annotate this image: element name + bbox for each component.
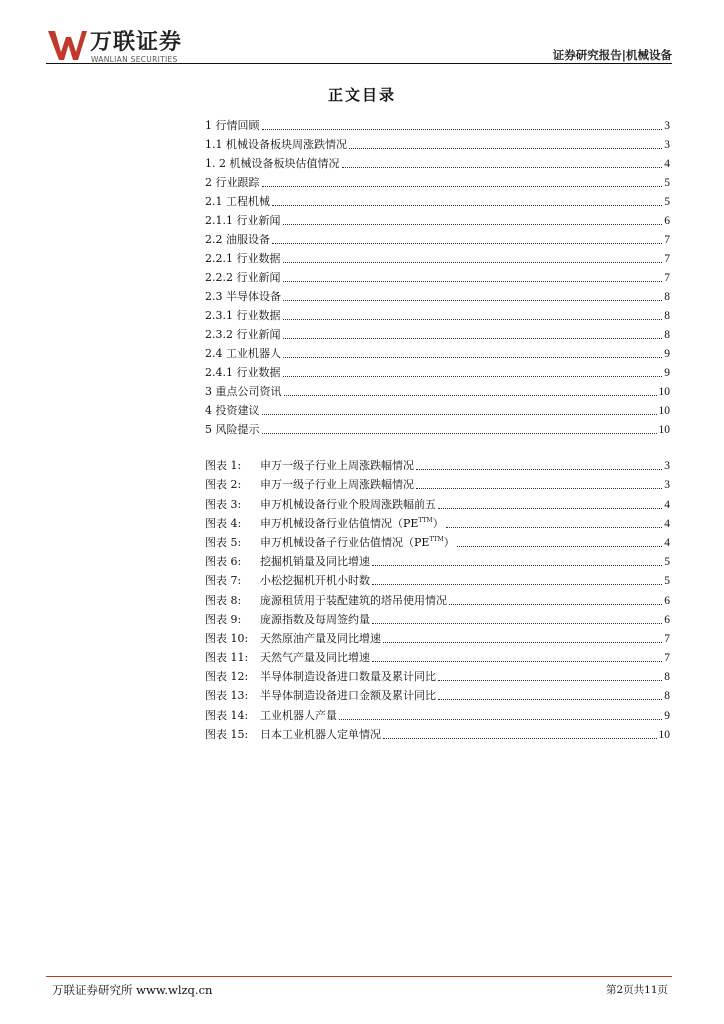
- toc-entry-label: 2.3 半导体设备: [205, 290, 281, 303]
- dot-leader: [372, 661, 662, 662]
- toc-entry[interactable]: [205, 209, 670, 228]
- toc-entry[interactable]: [205, 361, 670, 380]
- toc-entry-page: 6: [664, 215, 670, 227]
- page-title: 正文目录: [327, 86, 396, 104]
- figure-entry-page: 4: [664, 498, 670, 511]
- figure-entry[interactable]: [205, 454, 670, 473]
- toc-entry[interactable]: [205, 285, 670, 304]
- figure-number: 图表 4:: [205, 516, 242, 530]
- dot-leader: [416, 488, 662, 489]
- dot-leader: [272, 243, 662, 244]
- figure-entry-label-group: [205, 728, 383, 742]
- figure-entry-label-group: [205, 670, 438, 684]
- figure-title: 小松挖掘机开机小时数: [260, 574, 370, 588]
- figure-title: 半导体制造设备进口数量及累计同比: [260, 670, 436, 684]
- figure-entry-page: 5: [664, 575, 670, 588]
- dot-leader: [438, 680, 662, 681]
- figure-title: 庞源指数及每周签约量: [260, 612, 370, 626]
- figure-entry-page: 3: [664, 479, 670, 492]
- toc-entry-page: 3: [664, 120, 670, 132]
- toc-entry-label: 1 行情回顾: [205, 119, 260, 132]
- toc-entry[interactable]: [205, 304, 670, 323]
- figure-entry-label-group: [205, 651, 372, 665]
- toc-entry[interactable]: [205, 323, 670, 342]
- figure-title: 申万一级子行业上周涨跌幅情况: [260, 478, 414, 492]
- figure-entry[interactable]: [205, 492, 670, 511]
- figure-entry[interactable]: [205, 569, 670, 588]
- figure-title: 天然气产量及同比增速: [260, 651, 370, 665]
- toc-entry[interactable]: [205, 114, 670, 133]
- logo-chinese-name: 万联证券: [90, 30, 183, 55]
- dot-leader: [372, 584, 662, 585]
- figure-title-superscript: TTM: [418, 516, 433, 524]
- toc-entry[interactable]: [205, 418, 670, 437]
- dot-leader: [349, 148, 662, 149]
- figure-entry-label-group: [205, 689, 438, 703]
- toc-entry[interactable]: [205, 342, 670, 361]
- figure-title: 申万一级子行业上周涨跌幅情况: [260, 459, 414, 473]
- figure-entry-page: 9: [664, 709, 670, 722]
- figure-entry-label-group: [205, 613, 372, 627]
- toc-entry[interactable]: [205, 152, 670, 171]
- figure-entry-page: 7: [664, 632, 670, 645]
- dot-leader: [446, 527, 663, 528]
- toc-entry[interactable]: [205, 133, 670, 152]
- figure-entry[interactable]: [205, 588, 670, 607]
- dot-leader: [262, 186, 663, 187]
- figure-entry[interactable]: [205, 723, 670, 742]
- figure-number: 图表 10:: [205, 631, 249, 645]
- figure-entry-page: 4: [664, 517, 670, 530]
- toc-entry-label: 5 风险提示: [205, 423, 260, 436]
- figure-number: 图表 9:: [205, 612, 242, 626]
- toc-entry-page: 9: [664, 367, 670, 379]
- figure-entry-label-group: [205, 533, 457, 550]
- dot-leader: [262, 433, 657, 434]
- toc-entry-page: 5: [664, 196, 670, 208]
- figure-title-superscript: TTM: [429, 535, 444, 543]
- figure-entry[interactable]: [205, 473, 670, 492]
- figure-entry[interactable]: [205, 665, 670, 684]
- figure-entry-page: 10: [658, 728, 670, 741]
- figure-number: 图表 1:: [205, 459, 242, 473]
- toc-entry-label: 1. 2 机械设备板块估值情况: [205, 157, 340, 170]
- toc-entry-page: 7: [664, 253, 670, 265]
- figure-entry[interactable]: [205, 646, 670, 665]
- dot-leader: [283, 338, 663, 339]
- figure-title: 庞源租赁用于装配建筑的塔吊使用情况: [260, 593, 447, 607]
- figure-title: 天然原油产量及同比增速: [260, 631, 381, 645]
- toc-entry[interactable]: [205, 399, 670, 418]
- dot-leader: [383, 738, 657, 739]
- figure-entry-page: 8: [664, 671, 670, 684]
- dot-leader: [438, 699, 662, 700]
- figure-title: 申万机械设备行业估值情况（PE: [260, 516, 419, 530]
- figure-entry-page: 6: [664, 594, 670, 607]
- figure-entry-label-group: [205, 594, 449, 608]
- dot-leader: [283, 262, 663, 263]
- toc-entry[interactable]: [205, 266, 670, 285]
- dot-leader: [262, 129, 663, 130]
- wanlian-logo-icon: [46, 28, 88, 62]
- figure-entry[interactable]: [205, 703, 670, 722]
- figure-number: 图表 14:: [205, 708, 249, 722]
- figure-entry-label-group: [205, 514, 446, 531]
- figure-entry-label-group: [205, 555, 372, 569]
- figure-number: 图表 3:: [205, 497, 242, 511]
- figure-entry-page: 5: [664, 556, 670, 569]
- toc-entry[interactable]: [205, 380, 670, 399]
- figure-entry[interactable]: [205, 531, 670, 550]
- figure-entry[interactable]: [205, 512, 670, 531]
- figure-entry-page: 8: [664, 690, 670, 703]
- footer-divider: [46, 976, 672, 977]
- toc-entry-page: 4: [664, 158, 670, 170]
- toc-entry-label: 4 投资建议: [205, 404, 260, 417]
- toc-entry[interactable]: [205, 247, 670, 266]
- toc-entry[interactable]: [205, 190, 670, 209]
- figure-entry[interactable]: [205, 550, 670, 569]
- figure-title: 申万机械设备行业个股周涨跌幅前五: [260, 497, 436, 511]
- dot-leader: [283, 224, 663, 225]
- figure-title: 挖掘机销量及同比增速: [260, 555, 370, 569]
- toc-entry-page: 8: [664, 291, 670, 303]
- figure-number: 图表 7:: [205, 574, 242, 588]
- figure-number: 图表 12:: [205, 670, 249, 684]
- toc-entry-page: 10: [658, 424, 670, 436]
- dot-leader: [457, 546, 663, 547]
- toc-entry[interactable]: [205, 171, 670, 190]
- toc-entry-page: 7: [664, 234, 670, 246]
- toc-entry-label: 2.2.1 行业数据: [205, 252, 281, 265]
- figure-entry-label-group: [205, 632, 383, 646]
- toc-entry-label: 1.1 机械设备板块周涨跌情况: [205, 138, 347, 151]
- dot-leader: [262, 414, 657, 415]
- figure-entry-page: 7: [664, 652, 670, 665]
- figure-entry-label-group: [205, 709, 339, 723]
- dot-leader: [283, 281, 663, 282]
- dot-leader: [383, 642, 662, 643]
- toc-entry-page: 8: [664, 329, 670, 341]
- dot-leader: [272, 205, 662, 206]
- figure-entry[interactable]: [205, 608, 670, 627]
- toc-entry-page: 9: [664, 348, 670, 360]
- figure-title-suffix: ）: [443, 535, 455, 549]
- figure-title: 半导体制造设备进口金额及累计同比: [260, 689, 436, 703]
- figure-number: 图表 11:: [205, 651, 249, 665]
- toc-entry-page: 8: [664, 310, 670, 322]
- toc-entry-label: 2 行业跟踪: [205, 176, 260, 189]
- toc-entry-page: 7: [664, 272, 670, 284]
- dot-leader: [283, 357, 662, 358]
- figure-entry-label-group: [205, 498, 438, 512]
- figure-number: 图表 2:: [205, 478, 242, 492]
- toc-entry-page: 3: [664, 139, 670, 151]
- company-logo: [46, 28, 246, 64]
- logo-english-name: WANLIAN SECURITIES: [91, 55, 178, 64]
- dot-leader: [449, 604, 662, 605]
- figure-entry-page: 4: [664, 536, 670, 549]
- figure-title-suffix: ）: [432, 516, 444, 530]
- dot-leader: [283, 319, 663, 320]
- dot-leader: [283, 300, 662, 301]
- page-header: [0, 0, 724, 70]
- header-divider: [46, 63, 672, 64]
- page-number: 第2页共11页: [605, 984, 668, 996]
- figure-entry-label-group: [205, 574, 372, 588]
- figure-entry-label-group: [205, 478, 416, 492]
- figure-number: 图表 13:: [205, 689, 249, 703]
- toc-entry-label: 2.2 油服设备: [205, 233, 270, 246]
- figure-entry-page: 3: [664, 460, 670, 473]
- figure-entry[interactable]: [205, 684, 670, 703]
- table-of-contents: [205, 114, 670, 437]
- toc-entry-label: 2.3.2 行业新闻: [205, 328, 281, 341]
- footer-source: 万联证券研究所 www.wlzq.cn: [52, 983, 213, 997]
- toc-entry[interactable]: [205, 228, 670, 247]
- figure-number: 图表 5:: [205, 535, 242, 549]
- figure-title: 申万机械设备子行业估值情况（PE: [260, 535, 430, 549]
- toc-entry-label: 2.1 工程机械: [205, 195, 270, 208]
- dot-leader: [438, 508, 662, 509]
- figure-entry-page: 6: [664, 613, 670, 626]
- report-category: 证券研究报告|机械设备: [552, 48, 672, 62]
- figure-list: [205, 454, 670, 742]
- figure-entry[interactable]: [205, 627, 670, 646]
- dot-leader: [283, 376, 663, 377]
- dot-leader: [372, 623, 662, 624]
- toc-entry-page: 10: [658, 386, 670, 398]
- toc-entry-label: 2.3.1 行业数据: [205, 309, 281, 322]
- dot-leader: [339, 719, 662, 720]
- figure-number: 图表 6:: [205, 555, 242, 569]
- figure-number: 图表 15:: [205, 727, 249, 741]
- figure-entry-label-group: [205, 459, 416, 473]
- dot-leader: [372, 565, 662, 566]
- toc-entry-label: 2.2.2 行业新闻: [205, 271, 281, 284]
- toc-entry-label: 2.4.1 行业数据: [205, 366, 281, 379]
- dot-leader: [284, 395, 657, 396]
- dot-leader: [342, 167, 663, 168]
- toc-entry-page: 10: [658, 405, 670, 417]
- toc-entry-label: 2.4 工业机器人: [205, 347, 281, 360]
- figure-title: 工业机器人产量: [260, 708, 337, 722]
- figure-number: 图表 8:: [205, 593, 242, 607]
- toc-entry-label: 3 重点公司资讯: [205, 385, 282, 398]
- toc-entry-label: 2.1.1 行业新闻: [205, 214, 281, 227]
- figure-title: 日本工业机器人定单情况: [260, 727, 381, 741]
- dot-leader: [416, 469, 662, 470]
- toc-entry-page: 5: [664, 177, 670, 189]
